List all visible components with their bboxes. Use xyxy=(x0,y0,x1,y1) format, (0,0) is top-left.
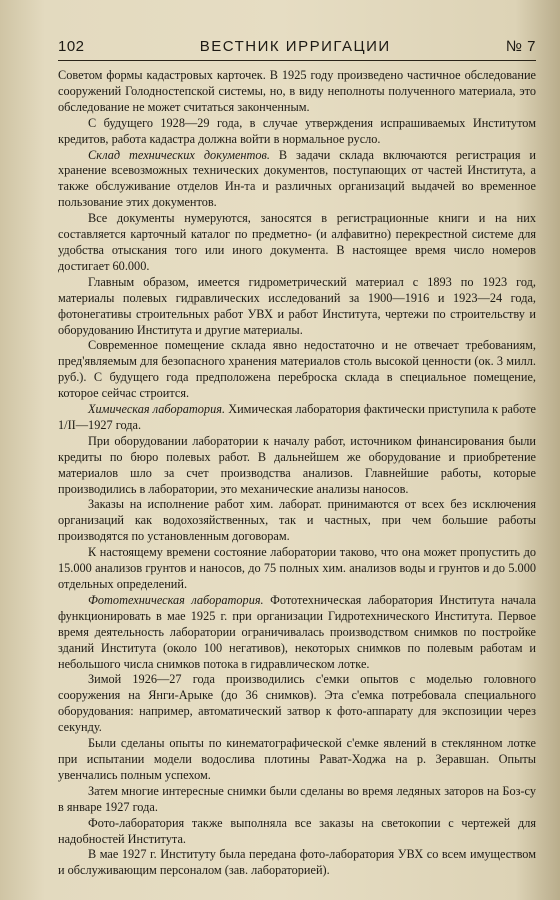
paragraph: Все документы нумеруются, заносятся в регистрационные книги и на них составляется карточный каталог по предметно- (и алфавитно) перекрестной системе для удобства отыскания того или иного документа. В настоящее время число номеров достигает 60.000. xyxy=(58,211,536,273)
paragraph: Зимой 1926—27 года производились с'емки опытов с моделью головного сооружения на Янги-Арыке (до 36 снимков). Эта с'емка потребовала специального оборудования: например, автоматический затвор к фото-аппарату для экспозиции через секунду. xyxy=(58,672,536,735)
paragraph: К настоящему времени состояние лаборатории таково, что она может пропустить до 15.000 анализов грунтов и наносов, до 75 полных хим. анализов воды и грунтов и до 5.000 отдельных определений. xyxy=(58,545,536,591)
section-heading: Фототехническая лаборатория. xyxy=(88,592,264,607)
paragraph: Фототехническая лаборатория. Фототехническая лаборатория Института начала функционировать в мае 1925 г. при организации Гидротехнического Института. Первое время деятельность лаборатории ограничивалась производством снимков по постройке зданий Института (около 100 негативов), некоторых снимков по полевым работам и небольшого числа снимков потока в гидравлическом лотке. xyxy=(58,592,537,671)
paragraph: Советом формы кадастровых карточек. В 1925 году произведено частичное обследование сооружений Голодностепской системы, но, в виду неполноты полученного материала, это обследование не может считаться законченным. xyxy=(58,68,536,114)
paragraph: Главным образом, имеется гидрометрический материал с 1893 по 1923 год, материалы полевых гидравлических исследований за 1900—1916 и 1923—24 года, фотонегативы строительных работ УВХ и работ Института, чертежи по строительству и оборудованию Института и другие материалы. xyxy=(58,274,536,337)
article-body xyxy=(58,68,536,879)
paragraph: Склад технических документов. В задачи склада включаются регистрация и хранение всевозможных технических документов, поступающих от частей Института, а также обслуживание отделов Ин-та и различных организаций выдачей во временное пользование этих документов. xyxy=(58,147,536,210)
paragraph: В мае 1927 г. Институту была передана фото-лаборатория УВХ со всем имуществом и обслуживающим персоналом (зав. лабораторией). xyxy=(58,847,536,878)
paragraph: Фото-лаборатория также выполняла все заказы на светокопии с чертежей для надобностей Института. xyxy=(58,815,536,846)
paragraph: Заказы на исполнение работ хим. лаборат. принимаются от всех без исключения организаций как водохозяйственных, так и частных, при чем большие работы производятся по установленным договорам. xyxy=(58,497,536,544)
paragraph: Были сделаны опыты по кинематографической с'емке явлений в стеклянном лотке при испытании модели водослива плотины Рават-Ходжа на р. Зеравшан. Опыты увенчались полным успехом. xyxy=(58,736,536,782)
running-header xyxy=(58,38,536,55)
header-rule xyxy=(58,60,536,61)
paragraph: Затем многие интересные снимки были сделаны во время ледяных заторов на Боз-су в январе 1927 года. xyxy=(58,783,536,814)
page-number: 102 xyxy=(58,38,85,55)
paragraph: С будущего 1928—29 года, в случае утверждения испрашиваемых Институтом кредитов, работа кадастра должна войти в нормальное русло. xyxy=(58,115,536,146)
section-heading: Склад технических документов. xyxy=(88,147,270,162)
section-heading: Химическая лаборатория. xyxy=(88,402,226,417)
paragraph: При оборудовании лаборатории к началу работ, источником финансирования были кредиты по бюро полевых работ. В дальнейшем же оборудование и приобретение материалов шло за счет производства анализов. Главнейшие работы, которые производились в лаборатории, это механические анализы наносов. xyxy=(58,433,536,496)
journal-title: ВЕСТНИК ИРРИГАЦИИ xyxy=(199,38,391,55)
paragraph: Современное помещение склада явно недостаточно и не отвечает требованиям, пред'являемым для безопасного хранения материалов столь высокой ценности (ок. 3 милл. руб.). С будущего года предположена переброска склада в специальное помещение, которое сейчас строится. xyxy=(58,338,536,401)
paragraph: Химическая лаборатория. Химическая лаборатория фактически приступила к работе 1/II—1927 года. xyxy=(58,402,537,432)
issue-number: № 7 xyxy=(505,38,536,55)
